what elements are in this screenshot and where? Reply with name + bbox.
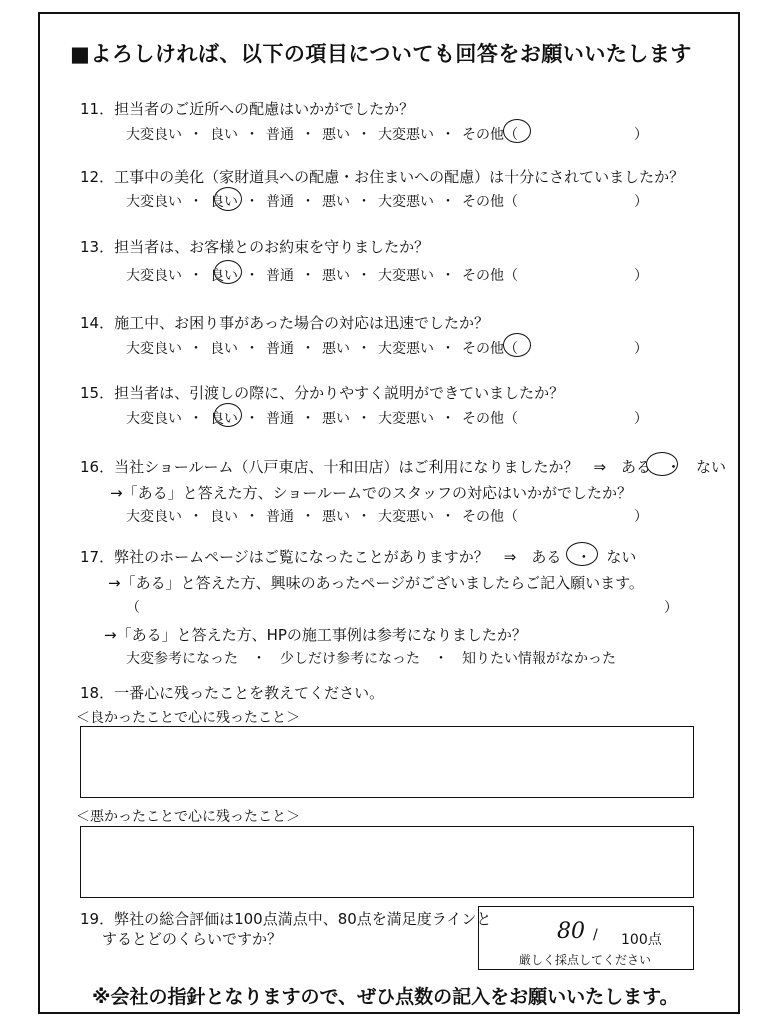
separator: ・ — [441, 509, 455, 525]
footer-note: ※会社の指針となりますので、ぜひ点数の記入をお願いいたします。 — [92, 986, 679, 1008]
separator: ・ — [245, 127, 259, 143]
score-max: 100点 — [621, 932, 662, 948]
question-17-sub1: →「ある」と答えた方、興味のあったページがございましたらご記入願います。 — [108, 574, 644, 592]
bad-memory-label: ＜悪かったことで心に残ったこと＞ — [76, 809, 300, 825]
separator: ・ — [441, 411, 455, 427]
score-note: 厳しく採点してください — [519, 953, 652, 967]
question-19-line2: するとどのくらいですか？ — [102, 930, 283, 948]
separator: ・ — [189, 268, 203, 284]
option-good[interactable]: 良い — [210, 411, 238, 427]
option-other[interactable]: その他（ — [462, 509, 518, 525]
q17-choices[interactable]: 大変参考になった ・ 少しだけ参考になった ・ 知りたい情報がなかった — [126, 651, 616, 667]
option-very-good[interactable]: 大変良い — [126, 341, 182, 357]
separator: ・ — [357, 127, 371, 143]
option-bad[interactable]: 悪い — [322, 411, 350, 427]
separator: ・ — [301, 411, 315, 427]
option-other[interactable]: その他（ — [462, 194, 518, 210]
question-17-sub2: →「ある」と答えた方、HPの施工事例は参考になりましたか？ — [104, 626, 527, 644]
separator: ・ — [357, 411, 371, 427]
close-paren: ） — [664, 600, 678, 616]
question-14: 14．施工中、お困り事があった場合の対応は迅速でしたか？ — [80, 314, 489, 332]
close-paren: ） — [634, 268, 648, 284]
option-normal[interactable]: 普通 — [266, 509, 294, 525]
question-15: 15．担当者は、引渡しの際に、分かりやすく説明ができていましたか？ — [80, 384, 565, 402]
close-paren: ） — [634, 194, 648, 210]
option-very-bad[interactable]: 大変悪い — [378, 194, 434, 210]
separator: ・ — [441, 194, 455, 210]
page-title: ■よろしければ、以下の項目についても回答をお願いいたします — [70, 42, 692, 66]
question-13: 13．担当者は、お客様とのお約束を守りましたか？ — [80, 238, 430, 256]
answer-circle-q14 — [503, 333, 531, 357]
option-normal[interactable]: 普通 — [266, 341, 294, 357]
option-very-bad[interactable]: 大変悪い — [378, 268, 434, 284]
option-normal[interactable]: 普通 — [266, 127, 294, 143]
separator: ・ — [245, 341, 259, 357]
score-box[interactable] — [478, 906, 694, 970]
option-other[interactable]: その他（ — [462, 127, 518, 143]
separator: ・ — [189, 509, 203, 525]
question-19-line1: 19．弊社の総合評価は100点満点中、80点を満足度ラインと — [80, 910, 492, 928]
option-normal[interactable]: 普通 — [266, 268, 294, 284]
separator: ・ — [357, 268, 371, 284]
good-memory-label: ＜良かったことで心に残ったこと＞ — [76, 710, 300, 726]
close-paren: ） — [634, 341, 648, 357]
option-bad[interactable]: 悪い — [322, 127, 350, 143]
answer-circle-q11 — [503, 119, 531, 143]
question-17: 17．弊社のホームページはご覧になったことがありますか？ ⇒ ある ・ ない — [80, 548, 637, 566]
separator: ・ — [357, 194, 371, 210]
separator: ・ — [357, 509, 371, 525]
close-paren: ） — [634, 127, 648, 143]
answer-circle-q12 — [214, 187, 242, 211]
question-16: 16．当社ショールーム（八戸東店、十和田店）はご利用になりましたか？ ⇒ ある ・ ない — [80, 458, 727, 476]
separator: ・ — [357, 341, 371, 357]
answer-circle-q16 — [646, 452, 678, 476]
separator: ・ — [189, 341, 203, 357]
answer-circle-q17 — [566, 542, 598, 566]
options-q12 — [126, 191, 518, 211]
question-12: 12．工事中の美化（家財道具への配慮・お住まいへの配慮）は十分にされていましたか？ — [80, 168, 685, 186]
option-bad[interactable]: 悪い — [322, 509, 350, 525]
score-value: 80 — [557, 919, 585, 944]
close-paren: ） — [634, 509, 648, 525]
options-q14 — [126, 338, 518, 358]
option-very-bad[interactable]: 大変悪い — [378, 411, 434, 427]
options-q11 — [126, 124, 518, 144]
option-other[interactable]: その他（ — [462, 268, 518, 284]
option-good[interactable]: 良い — [210, 127, 238, 143]
option-good[interactable]: 良い — [210, 509, 238, 525]
score-slash: / — [593, 927, 598, 943]
separator: ・ — [441, 341, 455, 357]
option-very-good[interactable]: 大変良い — [126, 127, 182, 143]
option-very-bad[interactable]: 大変悪い — [378, 509, 434, 525]
option-very-good[interactable]: 大変良い — [126, 411, 182, 427]
separator: ・ — [245, 268, 259, 284]
separator: ・ — [301, 341, 315, 357]
separator: ・ — [301, 509, 315, 525]
options-q13 — [126, 265, 518, 285]
options-q16 — [126, 506, 518, 526]
options-q15 — [126, 408, 518, 428]
option-normal[interactable]: 普通 — [266, 411, 294, 427]
option-very-good[interactable]: 大変良い — [126, 194, 182, 210]
separator: ・ — [441, 127, 455, 143]
separator: ・ — [245, 194, 259, 210]
option-other[interactable]: その他（ — [462, 341, 518, 357]
option-bad[interactable]: 悪い — [322, 341, 350, 357]
option-very-bad[interactable]: 大変悪い — [378, 127, 434, 143]
separator: ・ — [301, 194, 315, 210]
bad-memory-textbox[interactable] — [80, 826, 694, 898]
question-11: 11．担当者のご近所への配慮はいかがでしたか？ — [80, 100, 415, 118]
separator: ・ — [189, 127, 203, 143]
separator: ・ — [441, 268, 455, 284]
good-memory-textbox[interactable] — [80, 726, 694, 798]
option-good[interactable]: 良い — [210, 268, 238, 284]
option-bad[interactable]: 悪い — [322, 194, 350, 210]
separator: ・ — [301, 268, 315, 284]
option-very-good[interactable]: 大変良い — [126, 268, 182, 284]
question-16-sub: →「ある」と答えた方、ショールームでのスタッフの対応はいかがでしたか？ — [110, 484, 632, 502]
option-very-good[interactable]: 大変良い — [126, 509, 182, 525]
question-18: 18．一番心に残ったことを教えてください。 — [80, 684, 385, 702]
separator: ・ — [245, 509, 259, 525]
separator: ・ — [245, 411, 259, 427]
option-good[interactable]: 良い — [210, 194, 238, 210]
option-bad[interactable]: 悪い — [322, 268, 350, 284]
separator: ・ — [189, 411, 203, 427]
option-normal[interactable]: 普通 — [266, 194, 294, 210]
option-good[interactable]: 良い — [210, 341, 238, 357]
separator: ・ — [189, 194, 203, 210]
open-paren: （ — [126, 600, 140, 616]
answer-circle-q15 — [214, 403, 242, 427]
answer-circle-q13 — [214, 260, 242, 284]
close-paren: ） — [634, 411, 648, 427]
separator: ・ — [301, 127, 315, 143]
option-other[interactable]: その他（ — [462, 411, 518, 427]
option-very-bad[interactable]: 大変悪い — [378, 341, 434, 357]
